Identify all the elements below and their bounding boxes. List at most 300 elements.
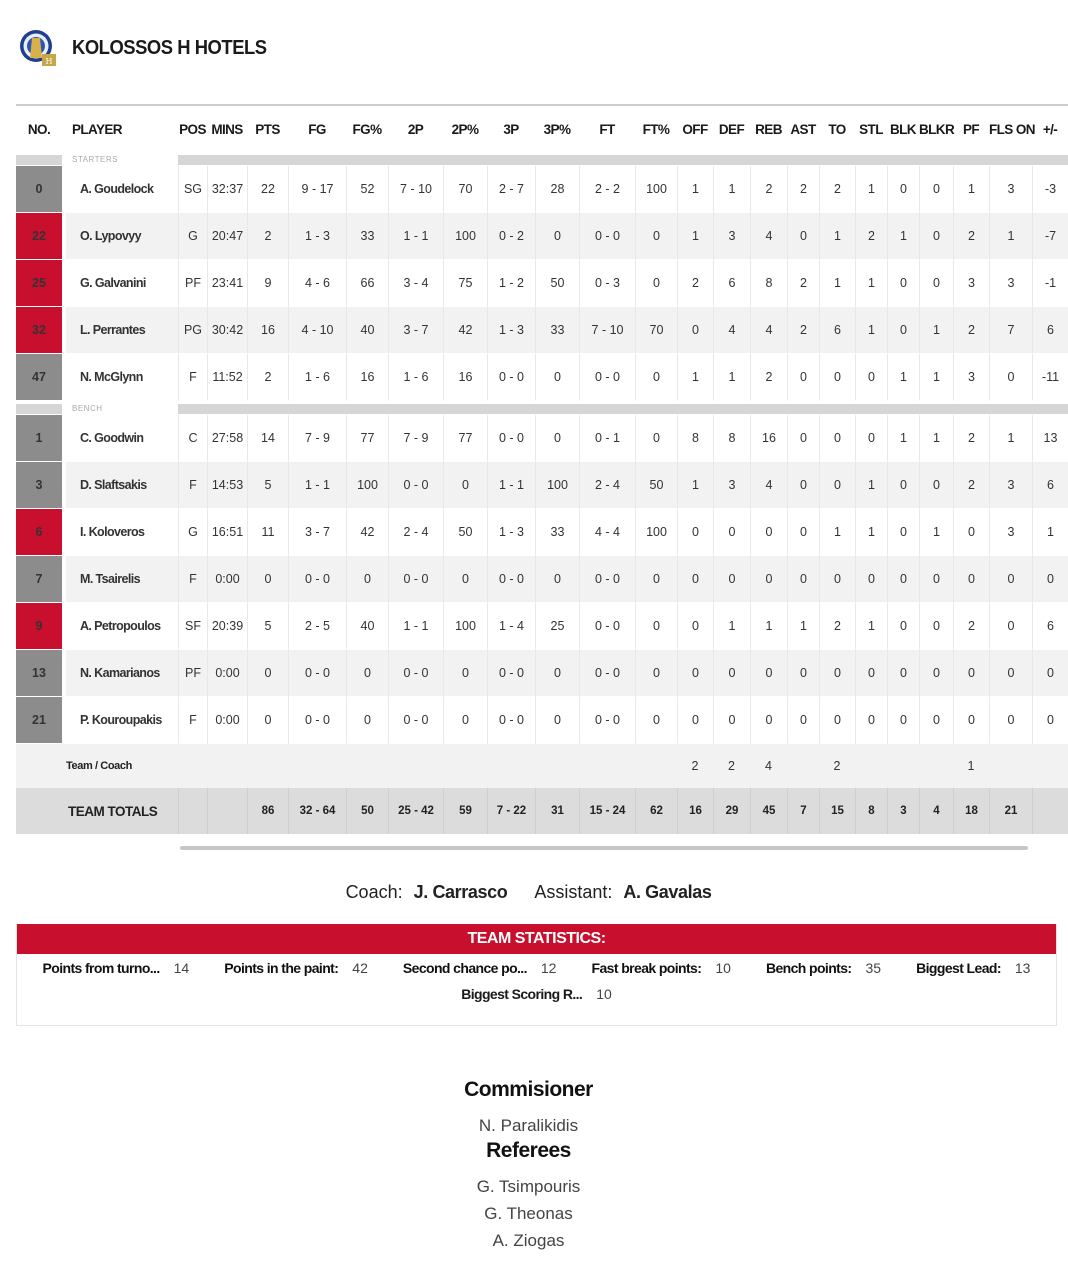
stat-cell: 0 (787, 556, 819, 603)
stat-cell: 0 (887, 697, 919, 744)
column-header[interactable]: MINS (207, 104, 247, 152)
player-row[interactable] (16, 354, 1068, 401)
stat-cell: 0 (713, 509, 750, 556)
stat-cell: PF (178, 650, 207, 697)
stat-cell: 2 (247, 354, 288, 401)
player-number: 13 (16, 650, 62, 697)
column-header[interactable]: 2P (388, 104, 443, 152)
stat-cell: SG (178, 166, 207, 213)
header-row (16, 104, 1068, 152)
stat-cell: 1 (677, 166, 713, 213)
stat-cell: 0 (819, 556, 855, 603)
stat-cell: 8 (713, 415, 750, 462)
column-header[interactable]: 3P% (535, 104, 579, 152)
stat-cell: 0 (677, 697, 713, 744)
stat-cell: -11 (1032, 354, 1068, 401)
stat-cell: 40 (346, 307, 388, 354)
stat-cell: 0 (677, 556, 713, 603)
stat-cell (919, 744, 953, 788)
column-header[interactable]: FT% (635, 104, 677, 152)
stat-cell: 1 (1032, 509, 1068, 556)
stat-cell: 3 (713, 462, 750, 509)
stat-cell: 0 (443, 462, 487, 509)
coach-label: Coach: (345, 882, 403, 902)
stat-cell: 0 (346, 697, 388, 744)
stat-cell: F (178, 354, 207, 401)
referees-title: Referees (486, 1139, 571, 1162)
stat-cell: 0 - 0 (579, 603, 635, 650)
stat-cell: 2 (787, 166, 819, 213)
stat-cell: 1 (677, 354, 713, 401)
stat-cell (635, 744, 677, 788)
stat-cell: 0 (919, 260, 953, 307)
stat-cell: 1 (787, 603, 819, 650)
stat-cell: F (178, 462, 207, 509)
stat-cell: 1 - 1 (288, 462, 346, 509)
player-row[interactable] (16, 603, 1068, 650)
stat-cell: 0 (247, 556, 288, 603)
column-header[interactable]: BLK (887, 104, 919, 152)
stat-cell: 2 (953, 462, 989, 509)
stat-cell: 0 - 0 (487, 415, 535, 462)
stat-cell: 32:37 (207, 166, 247, 213)
coach-line (0, 882, 1057, 903)
player-row[interactable] (16, 556, 1068, 603)
column-header[interactable]: OFF (677, 104, 713, 152)
stat-cell: 0 (635, 260, 677, 307)
team-statistics-panel (16, 924, 1057, 1026)
stat-cell: 1 (887, 213, 919, 260)
stat-cell: 1 (887, 354, 919, 401)
stat-cell: 52 (346, 166, 388, 213)
stat-cell: 0 - 0 (579, 556, 635, 603)
stat-cell: 7 - 9 (288, 415, 346, 462)
player-row[interactable] (16, 213, 1068, 260)
stat-cell: 0 - 0 (487, 354, 535, 401)
stat-cell: 0:00 (207, 650, 247, 697)
total-cell: 8 (855, 788, 887, 834)
stat-cell: 20:39 (207, 603, 247, 650)
stat-label: Points from turno... (42, 960, 160, 976)
stat-cell: 0 - 0 (579, 213, 635, 260)
player-row[interactable] (16, 650, 1068, 697)
stat-cell: 0 - 2 (487, 213, 535, 260)
stat-cell: 1 - 1 (487, 462, 535, 509)
stat-cell: 0 (443, 650, 487, 697)
stat-value: 12 (540, 960, 557, 976)
stat-cell: 100 (443, 213, 487, 260)
stat-cell: 0 - 0 (388, 650, 443, 697)
team-stat-item (224, 960, 368, 976)
stat-cell: 0 - 0 (579, 650, 635, 697)
stat-cell: 0 (635, 354, 677, 401)
team-stat-item (916, 960, 1030, 976)
stat-cell: 77 (346, 415, 388, 462)
stat-cell: 0 (887, 462, 919, 509)
column-header[interactable]: STL (855, 104, 887, 152)
stat-cell: 1 (819, 509, 855, 556)
stat-cell: 9 (247, 260, 288, 307)
stat-cell: 2 - 4 (579, 462, 635, 509)
total-cell: 59 (443, 788, 487, 834)
stat-cell: G (178, 213, 207, 260)
stat-cell: 0 (953, 556, 989, 603)
player-row[interactable] (16, 462, 1068, 509)
stat-cell: 4 (750, 307, 787, 354)
total-cell: 4 (919, 788, 953, 834)
stat-cell: 4 (750, 462, 787, 509)
stat-value: 13 (1014, 960, 1031, 976)
team-totals-label: TEAM TOTALS (16, 788, 178, 834)
stat-cell (388, 744, 443, 788)
stat-cell: 2 - 5 (288, 603, 346, 650)
stat-cell: F (178, 697, 207, 744)
assistant-label: Assistant: (534, 882, 613, 902)
player-row[interactable] (16, 415, 1068, 462)
player-name[interactable]: M. Tsairelis (66, 556, 178, 603)
stat-value: 10 (596, 986, 612, 1002)
column-header[interactable]: BLKR (919, 104, 953, 152)
stat-cell: 1 - 1 (388, 213, 443, 260)
stat-cell: 2 (787, 260, 819, 307)
stat-cell: 16 (443, 354, 487, 401)
section-label: STARTERS (72, 154, 118, 164)
team-stat-item (43, 960, 190, 976)
player-row[interactable] (16, 697, 1068, 744)
player-row[interactable] (16, 260, 1068, 307)
stat-cell: 0 (919, 213, 953, 260)
stat-cell: 8 (750, 260, 787, 307)
stat-cell (178, 744, 207, 788)
stat-cell: 0 (887, 166, 919, 213)
stat-cell: 7 (989, 307, 1032, 354)
stat-cell: 0 - 1 (579, 415, 635, 462)
column-header[interactable]: 3P (487, 104, 535, 152)
horizontal-scrollbar[interactable] (180, 846, 1028, 850)
column-header[interactable]: PF (953, 104, 989, 152)
stat-cell: 1 (855, 603, 887, 650)
player-row[interactable] (16, 166, 1068, 213)
player-name[interactable]: O. Lypovyy (66, 213, 178, 260)
stat-cell: 1 - 2 (487, 260, 535, 307)
column-header[interactable]: FG (288, 104, 346, 152)
stat-cell: 2 (247, 213, 288, 260)
stat-cell (855, 744, 887, 788)
stat-cell: 0 (1032, 556, 1068, 603)
player-name[interactable]: A. Goudelock (66, 166, 178, 213)
stat-cell: 0 (953, 697, 989, 744)
column-header[interactable]: FLS ON (989, 104, 1032, 152)
column-header[interactable]: 2P% (443, 104, 487, 152)
stat-cell: 13 (1032, 415, 1068, 462)
stat-cell: 0 (953, 650, 989, 697)
player-name[interactable]: C. Goodwin (66, 415, 178, 462)
stat-cell: 30:42 (207, 307, 247, 354)
stat-cell: 0 (787, 213, 819, 260)
stat-cell: 0 (713, 650, 750, 697)
section-bar (178, 401, 1068, 415)
stat-label: Biggest Scoring R... (461, 986, 583, 1002)
stat-cell: C (178, 415, 207, 462)
stat-cell: 42 (346, 509, 388, 556)
stat-cell: 0 (787, 509, 819, 556)
player-number: 6 (16, 509, 62, 556)
stat-cell: 3 (953, 260, 989, 307)
stat-cell: 0:00 (207, 697, 247, 744)
stat-cell: 3 (989, 462, 1032, 509)
stat-cell (887, 744, 919, 788)
stat-cell: 4 (713, 307, 750, 354)
player-number: 21 (16, 697, 62, 744)
stat-cell: 0 (919, 556, 953, 603)
stat-cell: 2 (677, 260, 713, 307)
team-stat-item (592, 960, 731, 976)
column-header[interactable]: REB (750, 104, 787, 152)
column-header[interactable]: TO (819, 104, 855, 152)
player-name[interactable]: P. Kouroupakis (66, 697, 178, 744)
stat-cell: 0 (535, 556, 579, 603)
stat-cell: 42 (443, 307, 487, 354)
stat-cell: 1 - 4 (487, 603, 535, 650)
box-score-table (16, 104, 1060, 834)
player-name[interactable]: N. Kamarianos (66, 650, 178, 697)
player-name[interactable]: D. Slaftsakis (66, 462, 178, 509)
team-logo-icon (18, 28, 58, 68)
stat-cell: 100 (635, 166, 677, 213)
stat-cell: 0 (635, 650, 677, 697)
stat-cell: 3 (989, 509, 1032, 556)
stat-cell (443, 744, 487, 788)
stat-cell: 2 (819, 603, 855, 650)
stat-cell: 5 (247, 462, 288, 509)
stat-cell: 0 - 0 (487, 556, 535, 603)
stat-cell: 7 - 10 (388, 166, 443, 213)
total-cell: 50 (346, 788, 388, 834)
player-number: 22 (16, 213, 62, 260)
stat-cell: 6 (1032, 603, 1068, 650)
column-header[interactable]: FG% (346, 104, 388, 152)
stat-cell: 16:51 (207, 509, 247, 556)
stat-cell: 2 - 4 (388, 509, 443, 556)
stat-cell: 1 (953, 744, 989, 788)
column-header[interactable]: NO. (16, 104, 62, 152)
commissioner-title: Commisioner (464, 1078, 593, 1101)
stat-cell: 0 (346, 650, 388, 697)
stat-cell: 0 - 0 (579, 354, 635, 401)
stat-cell: 0 (443, 697, 487, 744)
stat-cell: 4 (750, 744, 787, 788)
stat-cell: 33 (535, 509, 579, 556)
stat-cell: -1 (1032, 260, 1068, 307)
stat-cell: 1 (989, 415, 1032, 462)
stat-cell: 4 - 10 (288, 307, 346, 354)
stat-cell: 5 (247, 603, 288, 650)
stat-cell: 9 - 17 (288, 166, 346, 213)
stat-cell: 0 (535, 697, 579, 744)
column-header[interactable]: AST (787, 104, 819, 152)
stat-cell: PG (178, 307, 207, 354)
stat-cell: 28 (535, 166, 579, 213)
total-cell: 21 (989, 788, 1032, 834)
column-header[interactable]: +/- (1032, 104, 1068, 152)
stat-cell: 0 (677, 509, 713, 556)
stat-cell: 1 - 1 (388, 603, 443, 650)
stat-cell: 1 (953, 166, 989, 213)
stat-cell (207, 744, 247, 788)
stat-cell: 0 (919, 166, 953, 213)
stat-cell: 0 - 0 (579, 697, 635, 744)
player-name[interactable]: G. Galvanini (66, 260, 178, 307)
column-header[interactable]: FT (579, 104, 635, 152)
stat-cell: 3 (713, 213, 750, 260)
stat-cell: 2 (819, 744, 855, 788)
stat-label: Biggest Lead: (916, 960, 1001, 976)
stat-cell: 0 (819, 697, 855, 744)
stat-cell (247, 744, 288, 788)
stat-label: Second chance po... (402, 960, 527, 976)
player-number: 32 (16, 307, 62, 354)
total-cell: 15 - 24 (579, 788, 635, 834)
stat-cell: 2 (953, 603, 989, 650)
commissioner-name: N. Paralikidis (478, 1116, 579, 1135)
column-header[interactable]: PLAYER (66, 104, 178, 152)
stat-cell: 20:47 (207, 213, 247, 260)
team-totals-row (16, 788, 1068, 834)
stat-cell: 40 (346, 603, 388, 650)
stat-cell (1032, 744, 1068, 788)
stat-cell: 7 - 10 (579, 307, 635, 354)
stat-cell: 0 (819, 650, 855, 697)
stat-cell (579, 744, 635, 788)
stat-cell: 16 (750, 415, 787, 462)
referee-name: G. Theonas (484, 1204, 573, 1223)
player-row[interactable] (16, 509, 1068, 556)
stat-cell: 0 (855, 354, 887, 401)
stat-cell: 0 (635, 213, 677, 260)
stat-value: 35 (865, 960, 882, 976)
stat-cell: 0 (819, 354, 855, 401)
stat-cell (989, 744, 1032, 788)
column-header[interactable]: PTS (247, 104, 288, 152)
section-spacer (16, 152, 62, 166)
column-header[interactable]: POS (178, 104, 207, 152)
stat-cell: 0 (787, 462, 819, 509)
stat-cell: 1 (855, 307, 887, 354)
stat-cell: 2 (787, 307, 819, 354)
stat-cell: 50 (635, 462, 677, 509)
stat-cell: 1 (677, 213, 713, 260)
stat-cell: 75 (443, 260, 487, 307)
stat-cell: 11 (247, 509, 288, 556)
stat-cell: 1 (919, 354, 953, 401)
team-statistics-title: TEAM STATISTICS: (17, 924, 1056, 954)
stat-cell: 0 (887, 307, 919, 354)
total-cell (1032, 788, 1068, 834)
referee-name: G. Tsimpouris (476, 1177, 581, 1196)
stat-cell: 0 (787, 650, 819, 697)
stat-cell: 1 (819, 213, 855, 260)
stat-cell: 1 (819, 260, 855, 307)
total-cell: 25 - 42 (388, 788, 443, 834)
stat-cell: 0 (346, 556, 388, 603)
team-stat-item (766, 960, 881, 976)
stat-cell: G (178, 509, 207, 556)
stat-cell: -3 (1032, 166, 1068, 213)
total-cell: 31 (535, 788, 579, 834)
stat-cell: 14:53 (207, 462, 247, 509)
stat-cell: 6 (819, 307, 855, 354)
player-number: 25 (16, 260, 62, 307)
player-number: 3 (16, 462, 62, 509)
stat-label: Bench points: (765, 960, 852, 976)
stat-cell: 0 (750, 509, 787, 556)
stat-cell: 0 (919, 650, 953, 697)
stat-cell: 0 (1032, 650, 1068, 697)
player-name[interactable]: N. McGlynn (66, 354, 178, 401)
stat-cell: 2 (953, 213, 989, 260)
column-header[interactable]: DEF (713, 104, 750, 152)
stat-cell: 70 (443, 166, 487, 213)
stat-cell: 6 (1032, 307, 1068, 354)
total-cell: 32 - 64 (288, 788, 346, 834)
player-name[interactable]: I. Koloveros (66, 509, 178, 556)
stat-cell: 25 (535, 603, 579, 650)
total-cell: 29 (713, 788, 750, 834)
stat-cell: 0:00 (207, 556, 247, 603)
player-number: 7 (16, 556, 62, 603)
stat-cell: PF (178, 260, 207, 307)
stat-cell: 0 (750, 556, 787, 603)
stat-cell: 1 (713, 354, 750, 401)
stat-cell: 100 (443, 603, 487, 650)
stat-cell: 1 (919, 509, 953, 556)
total-cell: 18 (953, 788, 989, 834)
stat-cell: 2 (953, 307, 989, 354)
stat-cell: 3 - 7 (288, 509, 346, 556)
player-number: 9 (16, 603, 62, 650)
stat-cell: 0 (989, 354, 1032, 401)
stat-cell: 2 (677, 744, 713, 788)
stat-cell: 0 (535, 213, 579, 260)
stat-cell: 0 (713, 697, 750, 744)
stat-cell: 2 (750, 166, 787, 213)
stat-cell: 1 (887, 415, 919, 462)
player-name[interactable]: A. Petropoulos (66, 603, 178, 650)
stat-cell: 0 (443, 556, 487, 603)
player-name[interactable]: L. Perrantes (66, 307, 178, 354)
stat-cell (535, 744, 579, 788)
stat-cell: 0 (855, 650, 887, 697)
stat-cell: 0 (635, 603, 677, 650)
stat-cell: 3 (953, 354, 989, 401)
stat-cell: 0 (635, 415, 677, 462)
stat-cell: 0 (713, 556, 750, 603)
stat-cell: 3 - 7 (388, 307, 443, 354)
stat-cell: 6 (1032, 462, 1068, 509)
stat-cell: 0 (953, 509, 989, 556)
stat-cell: 1 (855, 260, 887, 307)
officials-section (0, 1078, 1057, 1254)
total-cell: 45 (750, 788, 787, 834)
referee-name: A. Ziogas (492, 1231, 565, 1250)
stat-cell: 6 (713, 260, 750, 307)
stat-cell: 22 (247, 166, 288, 213)
player-row[interactable] (16, 307, 1068, 354)
section-spacer (16, 401, 62, 415)
stat-cell: 100 (535, 462, 579, 509)
stat-cell: 0 - 3 (579, 260, 635, 307)
section-label: BENCH (72, 403, 103, 413)
